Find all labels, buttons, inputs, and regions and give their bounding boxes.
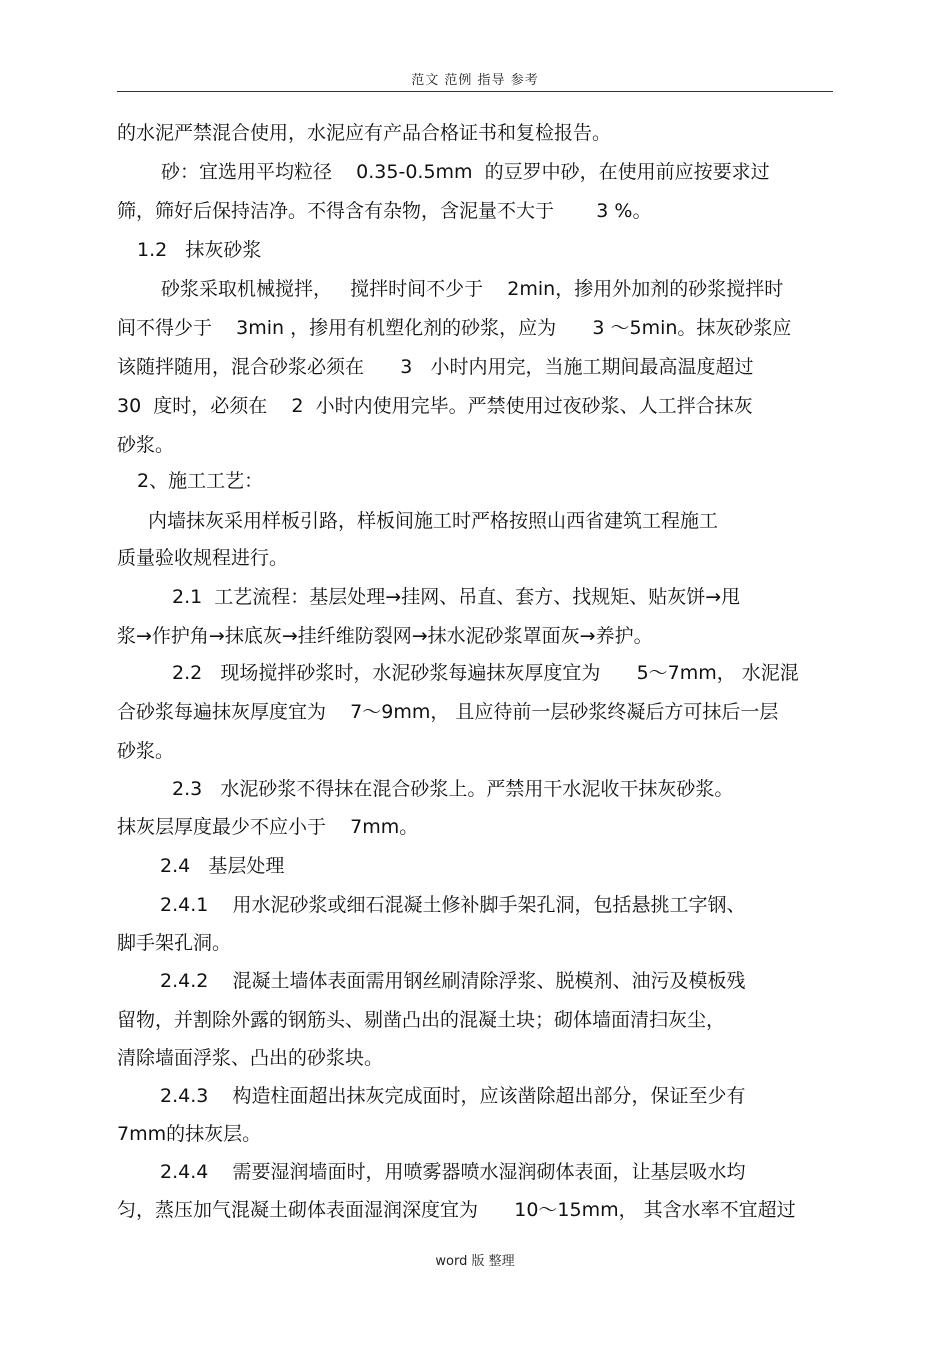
body-line: 质量验收规程进行。 <box>117 547 289 569</box>
body-line: 筛，筛好后保持洁净。不得含有杂物，含泥量不大于 3 %。 <box>117 200 652 222</box>
body-line: 清除墙面浮浆、凸出的砂浆块。 <box>117 1047 384 1069</box>
body-line: 2.4.1 用水泥砂浆或细石混凝土修补脚手架孔洞，包括悬挑工字钢、 <box>160 894 746 916</box>
body-line: 30 度时，必须在 2 小时内使用完毕。严禁使用过夜砂浆、人工拌合抹灰 <box>117 395 753 417</box>
body-line: 合砂浆每遍抹灰厚度宜为 7～9mm， 且应待前一层砂浆终凝后方可抹后一层 <box>117 701 779 723</box>
header-divider <box>117 91 833 92</box>
body-line: 砂：宜选用平均粒径 0.35-0.5mm 的豆罗中砂，在使用前应按要求过 <box>161 161 770 183</box>
body-line: 的水泥严禁混合使用，水泥应有产品合格证书和复检报告。 <box>117 122 612 144</box>
body-line: 2.2 现场搅拌砂浆时，水泥砂浆每遍抹灰厚度宜为 5～7mm， 水泥混 <box>172 662 799 684</box>
page-footer: word 版 整理 <box>435 1254 515 1269</box>
body-line: 2.1 工艺流程：基层处理→挂网、吊直、套方、找规矩、贴灰饼→甩 <box>172 586 741 608</box>
body-line: 砂浆。 <box>117 740 175 762</box>
body-line: 匀，蒸压加气混凝土砌体表面湿润深度宜为 10～15mm， 其含水率不宜超过 <box>117 1199 796 1221</box>
body-line: 砂浆采取机械搅拌， 搅拌时间不少于 2min，掺用外加剂的砂浆搅拌时 <box>161 278 784 300</box>
body-line: 2.3 水泥砂浆不得抹在混合砂浆上。严禁用干水泥收干抹灰砂浆。 <box>172 778 734 800</box>
body-line: 2.4.3 构造柱面超出抹灰完成面时，应该凿除超出部分，保证至少有 <box>160 1085 746 1107</box>
body-line: 间不得少于 3min ，掺用有机塑化剂的砂浆，应为 3 ～5min。抹灰砂浆应 <box>117 317 792 339</box>
body-line: 留物，并割除外露的钢筋头、剔凿凸出的混凝土块；砌体墙面清扫灰尘， <box>117 1009 726 1031</box>
section-heading: 2.4 基层处理 <box>160 855 285 877</box>
page-header: 范文 范例 指导 参考 <box>411 73 539 88</box>
body-line: 2.4.2 混凝土墙体表面需用钢丝刷清除浮浆、脱模剂、油污及模板残 <box>160 970 746 992</box>
body-line: 浆→作护角→抹底灰→挂纤维防裂网→抹水泥砂浆罩面灰→养护。 <box>117 625 653 647</box>
body-line: 7mm的抹灰层。 <box>117 1123 262 1145</box>
body-line: 内墙抹灰采用样板引路，样板间施工时严格按照山西省建筑工程施工 <box>148 510 719 532</box>
body-line: 该随拌随用，混合砂浆必须在 3 小时内用完，当施工期间最高温度超过 <box>117 356 754 378</box>
section-heading: 2、施工工艺： <box>137 470 264 492</box>
section-heading: 1.2 抹灰砂浆 <box>137 239 262 261</box>
body-line: 脚手架孔洞。 <box>117 932 232 954</box>
body-line: 抹灰层厚度最少不应小于 7mm。 <box>117 816 419 838</box>
body-line: 砂浆。 <box>117 434 175 456</box>
body-line: 2.4.4 需要湿润墙面时，用喷雾器喷水湿润砌体表面，让基层吸水均 <box>160 1161 746 1183</box>
